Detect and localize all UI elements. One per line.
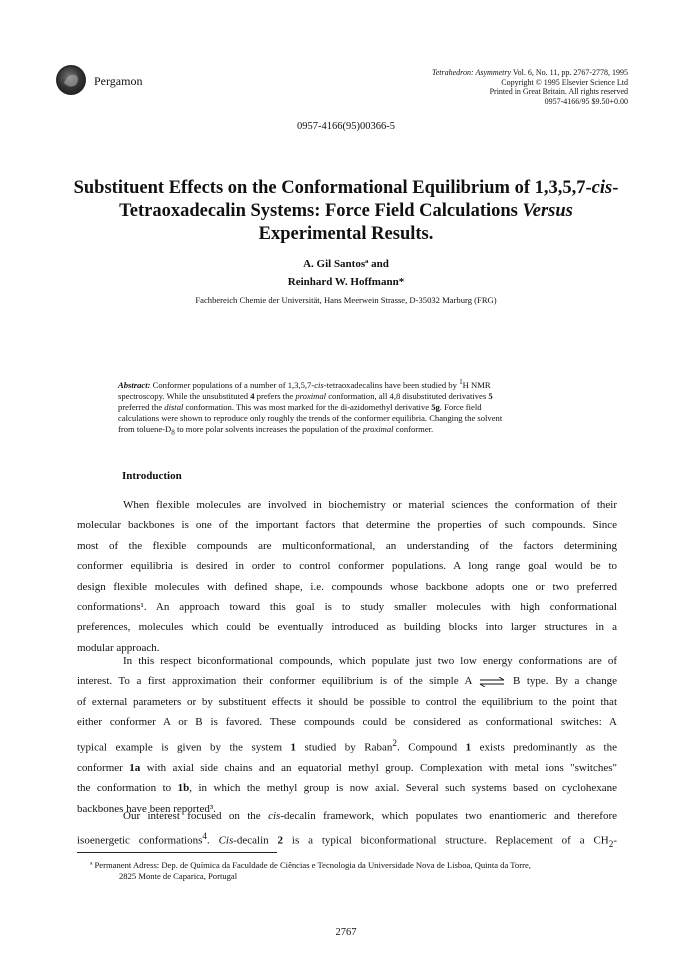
abstract-line-5: from toluene-$D_8$ to more polar solvents increases the population of the proximal conformer. (118, 423, 434, 437)
page-number: 2767 (335, 927, 357, 938)
title-line-3: Experimental Results. (258, 224, 434, 244)
paragraph-line: design flexible molecules with defined shape, i.e. compounds whose backbone adopts one or two preferred (77, 580, 617, 593)
title-line-1: Substituent Effects on the Conformational Equilibrium of 1,3,5,7-cis- (73, 178, 619, 198)
title-line-2: Tetraoxadecalin Systems: Force Field Calculations Versus (119, 201, 573, 221)
abstract-line-3: preferred the distal conformation. This was most marked for the di-azidomethyl derivative 5g. Force field (118, 401, 482, 412)
paragraph-line: either conformer A or B is favored. These compounds could be considered as conformational switches: A (77, 716, 617, 729)
abstract-line-4: calculations were shown to reproduce only roughly the trends of the conformer equilibria. Changing the solvent (118, 412, 503, 423)
paragraph-1 (77, 495, 617, 658)
paragraph-line: preferences, molecules which could be eventually introduced as building blocks into larger structures in a (77, 621, 617, 634)
abstract-heading: Abstract: (118, 379, 151, 390)
abstract-line-2: spectroscopy. While the unsubstituted 4 prefers the proximal conformation, all 4,8 disubstituted derivatives 5 (118, 390, 493, 401)
paper-title (60, 177, 632, 246)
paragraph-line: typical example is given by the system 1 studied by Raban$^2$. Compound 1 exists predominantly as the (77, 737, 617, 754)
author-1: A. Gil Santosª and (303, 258, 389, 270)
author-list (0, 255, 692, 291)
author-2: Reinhard W. Hoffmann* (287, 276, 405, 288)
paragraph-line: conformer 1a with axial side chains and an equatorial methyl group. Complexation with metal ions "switches" (77, 761, 618, 774)
article-identifier: 0957-4166(95)00366-5 (297, 121, 395, 132)
footnote-line-1: ª Permanent Adress: Dep. de Química da Faculdade de Ciências e Tecnologia da Universidade Nova de Lisboa, Quinta da Torre, (90, 860, 531, 870)
publisher-name: Pergamon (94, 74, 143, 88)
pergamon-logo (56, 65, 86, 95)
abstract-line-1: Abstract: Conformer populations of a number of 1,3,5,7-cis-tetraoxadecalins have been studied by $^1$H NMR (118, 378, 491, 390)
paragraph-line-equilibrium (77, 671, 617, 691)
paragraph-line: When flexible molecules are involved in biochemistry or material sciences the conformation of their (123, 499, 617, 511)
pergamon-emblem-icon (56, 65, 86, 95)
footnote-divider (77, 852, 277, 853)
equilibrium-tail: B type. By a change (512, 675, 618, 688)
paragraph-line: backbones have been reported³. (77, 802, 216, 815)
equilibrium-arrows-icon (478, 677, 506, 687)
paragraph-line: molecular backbones is one of the important factors that determine the properties of such compounds. Since (77, 519, 617, 532)
equilibrium-lead: interest. To a first approximation their conformer equilibrium is of the simple A (77, 675, 472, 688)
paragraph-line: isoenergetic conformations$^4$. Cis-decalin 2 is a typical biconformational structure. Replacement of a $CH_2-$ (77, 831, 617, 850)
footnote-line-2: 2825 Monte de Caparica, Portugal (119, 871, 238, 881)
paragraph-line: modular approach. (77, 641, 160, 654)
paragraph-line: conformer equilibria is desired in order to control conformer populations. A long range goal would be to (77, 560, 617, 573)
affiliation: Fachbereich Chemie der Universität, Hans Meerwein Strasse, D-35032 Marburg (FRG) (195, 295, 497, 305)
copyright-line: Copyright © 1995 Elsevier Science Ltd (501, 77, 628, 87)
paragraph-line: the conformation to 1b, in which the methyl group is now axial. Several such systems based on cyclohexane (77, 782, 617, 795)
abstract (118, 377, 576, 439)
paragraph-line: In this respect biconformational compounds, which populate just two low energy conformations are of (123, 655, 617, 667)
section-heading-introduction: Introduction (122, 470, 182, 482)
paragraph-line: Our interest focused on the cis-decalin framework, which populates two enantiomeric and therefore (123, 810, 617, 822)
paragraph-line: most of the flexible compounds are multiconformational, an understanding of the factors determining (77, 539, 617, 552)
paragraph-3 (77, 806, 617, 855)
printed-line: Printed in Great Britain. All rights reserved (489, 87, 628, 97)
paragraph-line: conformations¹. An approach toward this goal is to study smaller molecules with high conformational (77, 601, 617, 614)
paragraph-2 (77, 651, 617, 819)
price-line: 0957-4166/95 $9.50+0.00 (544, 96, 628, 106)
paragraph-line: of external parameters or by substituent effects it should be possible to control the equilibrium to the point that (77, 695, 617, 708)
journal-info (432, 68, 628, 106)
journal-citation: Tetrahedron: Asymmetry Vol. 6, No. 11, pp. 2767-2778, 1995 (432, 68, 628, 77)
footnote (90, 860, 531, 882)
